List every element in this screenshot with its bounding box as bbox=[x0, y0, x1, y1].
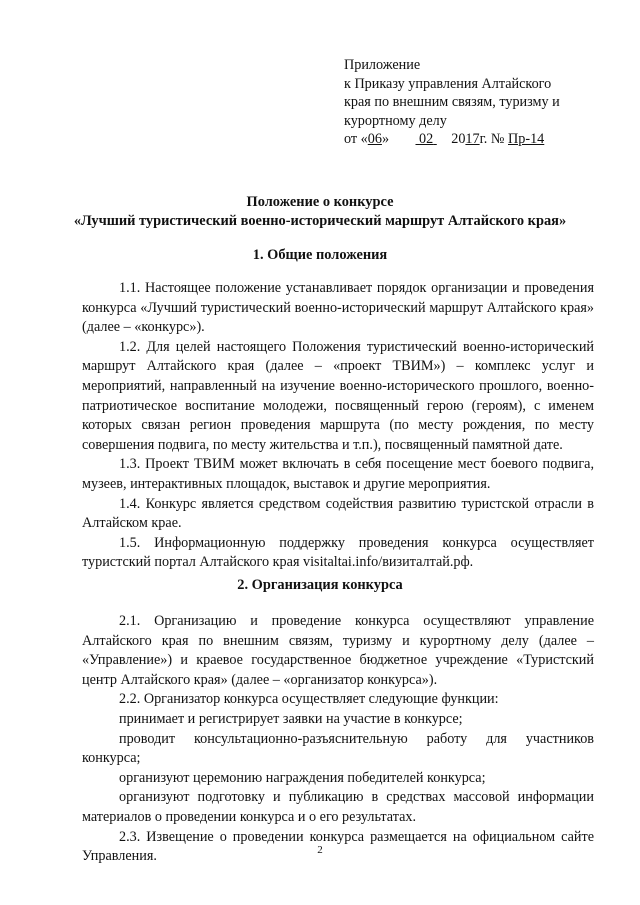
paragraph-2-2: 2.2. Организатор конкурса осуществляет следующие функции: bbox=[119, 691, 499, 708]
appendix-line-2: к Приказу управления Алтайского bbox=[344, 75, 552, 92]
paragraph-1-4: 1.4. Конкурс является средством содействия развитию туристской отрасли в Алтайском крае. bbox=[82, 495, 594, 532]
appendix-date-line bbox=[344, 130, 624, 149]
date-prefix: от « bbox=[344, 131, 368, 148]
date-day-suffix: » bbox=[381, 131, 390, 148]
date-year-suffix: г. № bbox=[479, 131, 508, 148]
date-year-end: 17 bbox=[465, 131, 480, 148]
document-title bbox=[0, 193, 640, 231]
appendix-block bbox=[344, 56, 624, 149]
appendix-line-4: курортному делу bbox=[344, 112, 447, 129]
date-day: 06 bbox=[367, 131, 382, 148]
date-month: 02 bbox=[419, 131, 434, 148]
section-1-heading: 1. Общие положения bbox=[252, 247, 388, 263]
paragraph-1-3: 1.3. Проект ТВИМ может включать в себя посещение мест боевого подвига, музеев, интерактивных площадок, выставок и другие мероприятия. bbox=[82, 456, 594, 492]
date-year-prefix: 20 bbox=[451, 131, 466, 148]
date-month-gap-right bbox=[433, 130, 451, 149]
paragraph-1-1: 1.1. Настоящее положение устанавливает порядок организации и проведения конкурса «Лучший туристический военно-исторический маршрут Алтайского края» (далее – «конкурс»). bbox=[82, 280, 594, 336]
paragraph-1-2: 1.2. Для целей настоящего Положения туристический военно-исторический маршрут Алтайского края (далее – «проект ТВИМ») – комплекс услуг и мероприятий, направленный на изучение военно-исторического прошлого, военно-патриотическое воспитание молодежи, посвященный герою (героям), с именем которых связан регион проведения маршрута (по месту рождения, по месту совершения подвига, по месту жительства и т.п.), посвященный памятной дате. bbox=[82, 338, 594, 453]
section-2-body bbox=[82, 612, 594, 867]
paragraph-1-5: 1.5. Информационную поддержку проведения конкурса осуществляет туристский портал Алтайского края visitaltai.info/визиталтай.рф. bbox=[82, 534, 594, 571]
page-number: 2 bbox=[317, 844, 323, 856]
date-month-gap-left bbox=[389, 130, 419, 149]
paragraph-2-1: 2.1. Организацию и проведение конкурса осуществляют управление Алтайского края по внешним связям, туризму и курортному делу (далее – «Управление») и краевое государственное бюджетное учреждение «Туристский центр Алтайского края» (далее – «организатор конкурса»). bbox=[82, 613, 594, 688]
appendix-line-3: края по внешним связям, туризму и bbox=[344, 94, 560, 111]
paragraph-2-2-item-4: организуют подготовку и публикацию в средствах массовой информации материалов о проведении конкурса и о его результатах. bbox=[82, 789, 594, 825]
section-1-body bbox=[82, 279, 594, 573]
section-2-heading: 2. Организация конкурса bbox=[237, 577, 403, 593]
paragraph-2-2-item-2: проводит консультационно-разъяснительную работу для участников конкурса; bbox=[82, 730, 594, 767]
order-number: Пр-14 bbox=[508, 131, 545, 148]
paragraph-2-3: 2.3. Извещение о проведении конкурса размещается на официальном сайте Управления. bbox=[82, 828, 594, 865]
paragraph-2-2-item-3: организуют церемонию награждения победителей конкурса; bbox=[119, 769, 486, 786]
paragraph-2-2-item-1: принимает и регистрирует заявки на участие в конкурсе; bbox=[119, 710, 463, 727]
title-line-2: «Лучший туристический военно-исторический маршрут Алтайского края» bbox=[73, 213, 567, 229]
title-line-1: Положение о конкурсе bbox=[246, 194, 394, 210]
appendix-line-1: Приложение bbox=[344, 57, 421, 73]
